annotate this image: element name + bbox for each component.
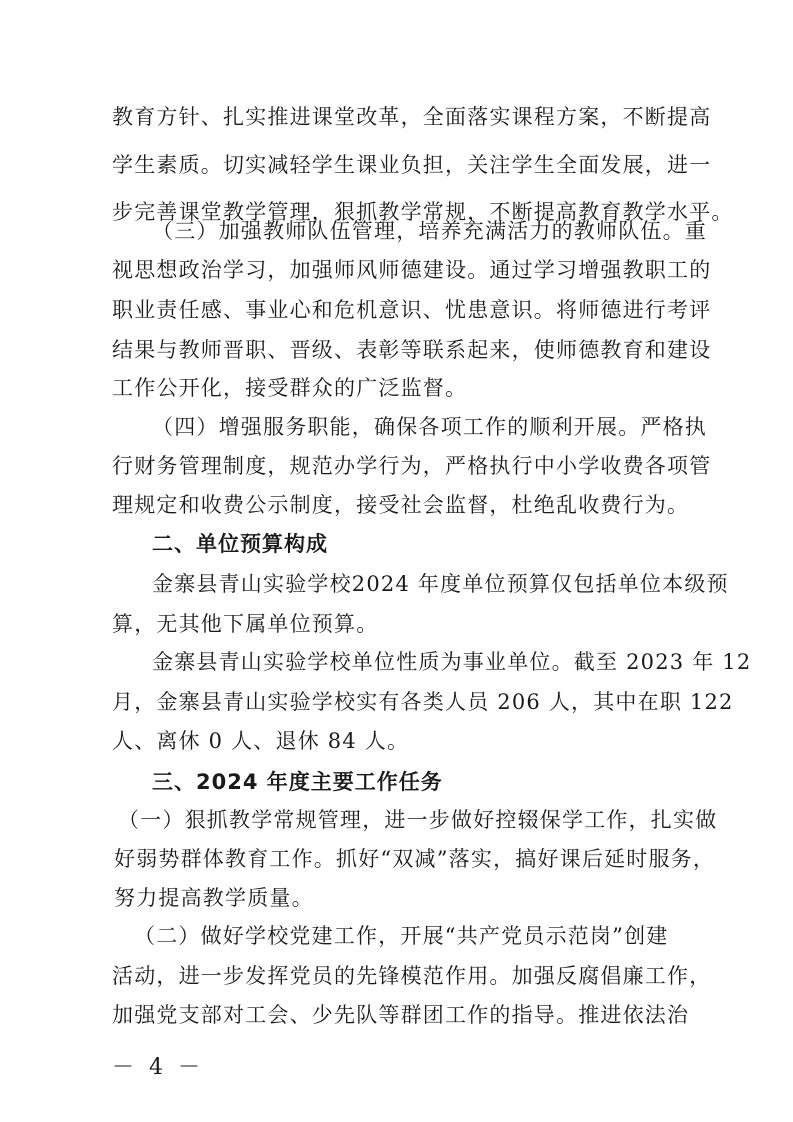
staff-paragraph-start: 金寨县青山实验学校单位性质为事业单位。截至 2023 年 12 (152, 650, 752, 674)
task-2-paragraph-start: （二）做好学校党建工作，开展“共产党员示范岗”创建 (134, 924, 669, 948)
body-line: 月，金寨县青山实验学校实有各类人员 206 人，其中在职 122 (112, 690, 734, 714)
task-1-paragraph-start: （一）狠抓教学常规管理，进一步做好控辍保学工作，扎实做 (118, 808, 718, 832)
body-line: 职业责任感、事业心和危机意识、忧患意识。将师德进行考评 (112, 298, 712, 322)
body-line: 结果与教师晋职、晋级、表彰等联系起来，使师德教育和建设 (112, 338, 712, 362)
body-line: 算，无其他下属单位预算。 (112, 612, 379, 636)
section-3-paragraph-start: （三）加强教师队伍管理，培养充满活力的教师队伍。重 (152, 219, 707, 243)
section-heading-budget-structure: 二、单位预算构成 (152, 532, 328, 556)
body-line: 努力提高教学质量。 (114, 886, 314, 910)
body-line: 视思想政治学习，加强师风师德建设。通过学习增强教职工的 (112, 258, 712, 282)
body-line: 学生素质。切实减轻学生课业负担，关注学生全面发展，进一 (112, 153, 712, 177)
body-line: 工作公开化，接受群众的广泛监督。 (112, 376, 468, 400)
body-line: 理规定和收费公示制度，接受社会监督，杜绝乱收费行为。 (112, 493, 690, 517)
body-line: 步完善课堂教学管理，狠抓教学常规，不断提高教育教学水平。 (112, 200, 734, 224)
body-line: 活动，进一步发挥党员的先锋模范作用。加强反腐倡廉工作， (112, 964, 712, 988)
body-line: 好弱势群体教育工作。抓好“双减”落实，搞好课后延时服务， (114, 847, 716, 871)
body-line: 教育方针、扎实推进课堂改革，全面落实课程方案，不断提高 (112, 105, 712, 129)
body-line: 人、离休 0 人、退休 84 人。 (112, 729, 410, 753)
section-heading-main-tasks: 三、2024 年度主要工作任务 (152, 770, 443, 794)
page-number: － 4 － (112, 1055, 204, 1080)
body-line: 加强党支部对工会、少先队等群团工作的指导。推进依法治 (112, 1003, 690, 1027)
budget-paragraph-start: 金寨县青山实验学校2024 年度单位预算仅包括单位本级预 (152, 572, 729, 596)
section-4-paragraph-start: （四）增强服务职能，确保各项工作的顺利开展。严格执 (152, 415, 707, 439)
body-line: 行财务管理制度，规范办学行为，严格执行中小学收费各项管 (112, 454, 712, 478)
